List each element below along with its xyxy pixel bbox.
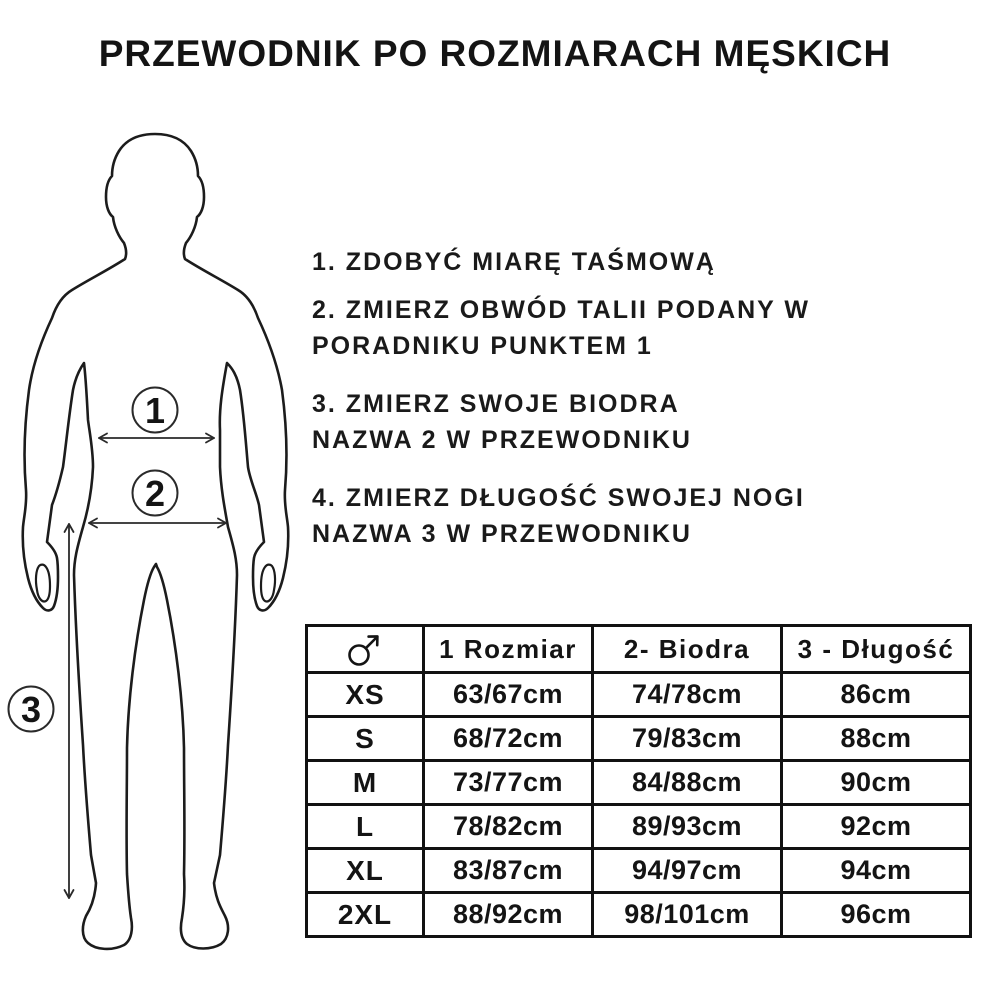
biodra-cell: 89/93cm	[593, 805, 782, 849]
instruction-line: PORADNIKU PUNKTEM 1	[312, 332, 653, 360]
size-cell: XL	[307, 849, 424, 893]
instruction-step-1	[312, 244, 972, 280]
biodra-cell: 94/97cm	[593, 849, 782, 893]
rozmiar-cell: 68/72cm	[424, 717, 593, 761]
hips-marker-label: 2	[144, 473, 166, 514]
table-row-xl	[307, 849, 971, 893]
dlugosc-cell: 88cm	[782, 717, 971, 761]
gender-header-cell	[307, 626, 424, 673]
waist-marker-label: 1	[144, 390, 166, 431]
size-table-header-row	[307, 626, 971, 673]
biodra-cell: 84/88cm	[593, 761, 782, 805]
instruction-line: 2. ZMIERZ OBWÓD TALII PODANY W	[312, 296, 810, 324]
rozmiar-cell: 88/92cm	[424, 893, 593, 937]
size-cell: 2XL	[307, 893, 424, 937]
table-row-m	[307, 761, 971, 805]
dlugosc-cell: 90cm	[782, 761, 971, 805]
instruction-line: 1. ZDOBYĆ MIARĘ TAŚMOWĄ	[312, 248, 716, 276]
male-icon	[345, 630, 385, 668]
rozmiar-cell: 63/67cm	[424, 673, 593, 717]
instruction-line: NAZWA 3 W PRZEWODNIKU	[312, 520, 692, 548]
dlugosc-cell: 86cm	[782, 673, 971, 717]
size-table	[305, 624, 972, 938]
table-row-l	[307, 805, 971, 849]
instruction-line: 3. ZMIERZ SWOJE BIODRA	[312, 390, 680, 418]
instruction-line: NAZWA 2 W PRZEWODNIKU	[312, 426, 692, 454]
page-title: PRZEWODNIK PO ROZMIARACH MĘSKICH	[98, 33, 892, 74]
dlugosc-cell: 92cm	[782, 805, 971, 849]
rozmiar-cell: 78/82cm	[424, 805, 593, 849]
dlugosc-cell: 94cm	[782, 849, 971, 893]
length-marker-label: 3	[20, 689, 42, 730]
instruction-line: 4. ZMIERZ DŁUGOŚĆ SWOJEJ NOGI	[312, 484, 805, 512]
biodra-cell: 74/78cm	[593, 673, 782, 717]
instruction-step-4	[312, 480, 972, 552]
table-row-s	[307, 717, 971, 761]
column-header-biodra: 2- Biodra	[593, 626, 782, 673]
table-row-2xl	[307, 893, 971, 937]
column-header-rozmiar: 1 Rozmiar	[424, 626, 593, 673]
biodra-cell: 79/83cm	[593, 717, 782, 761]
rozmiar-cell: 83/87cm	[424, 849, 593, 893]
instruction-step-3	[312, 386, 972, 458]
size-cell: XS	[307, 673, 424, 717]
biodra-cell: 98/101cm	[593, 893, 782, 937]
instruction-step-2	[312, 292, 972, 364]
dlugosc-cell: 96cm	[782, 893, 971, 937]
size-cell: M	[307, 761, 424, 805]
column-header-dlugosc: 3 - Długość	[782, 626, 971, 673]
size-cell: S	[307, 717, 424, 761]
rozmiar-cell: 73/77cm	[424, 761, 593, 805]
table-row-xs	[307, 673, 971, 717]
size-cell: L	[307, 805, 424, 849]
